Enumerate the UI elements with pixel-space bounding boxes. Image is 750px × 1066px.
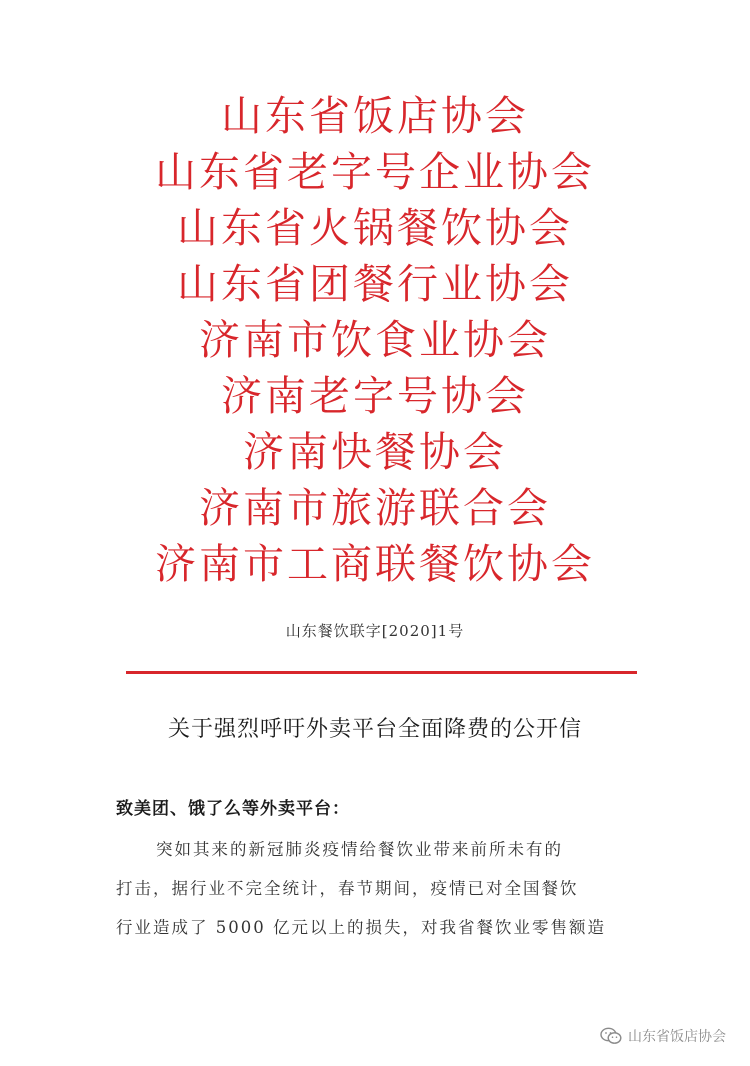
organization-name: 济南市饮食业协会 — [199, 316, 551, 364]
wechat-watermark — [600, 1026, 726, 1046]
organization-name: 济南市旅游联合会 — [199, 484, 551, 532]
watermark-text: 山东省饭店协会 — [628, 1029, 726, 1045]
letter-title: 关于强烈呼吁外卖平台全面降费的公开信 — [167, 717, 582, 742]
red-divider-line — [126, 671, 637, 674]
organization-name: 山东省团餐行业协会 — [177, 260, 573, 308]
organization-name: 山东省老字号企业协会 — [155, 148, 595, 196]
organization-name: 山东省饭店协会 — [221, 92, 529, 140]
wechat-icon — [600, 1027, 622, 1045]
body-paragraph-line: 打击，据行业不完全统计，春节期间，疫情已对全国餐饮 — [116, 879, 579, 898]
issuing-organizations — [0, 88, 750, 592]
organization-name: 山东省火锅餐饮协会 — [177, 204, 573, 252]
organization-name: 济南快餐协会 — [243, 428, 507, 476]
organization-name: 济南市工商联餐饮协会 — [155, 540, 595, 588]
organization-name: 济南老字号协会 — [221, 372, 529, 420]
body-paragraph-line: 行业造成了 5000 亿元以上的损失，对我省餐饮业零售额造 — [116, 918, 606, 937]
letter-salutation: 致美团、饿了么等外卖平台： — [116, 799, 350, 819]
body-paragraph-line: 突如其来的新冠肺炎疫情给餐饮业带来前所未有的 — [156, 840, 563, 859]
document-number: 山东餐饮联字[2020]1号 — [285, 622, 465, 640]
